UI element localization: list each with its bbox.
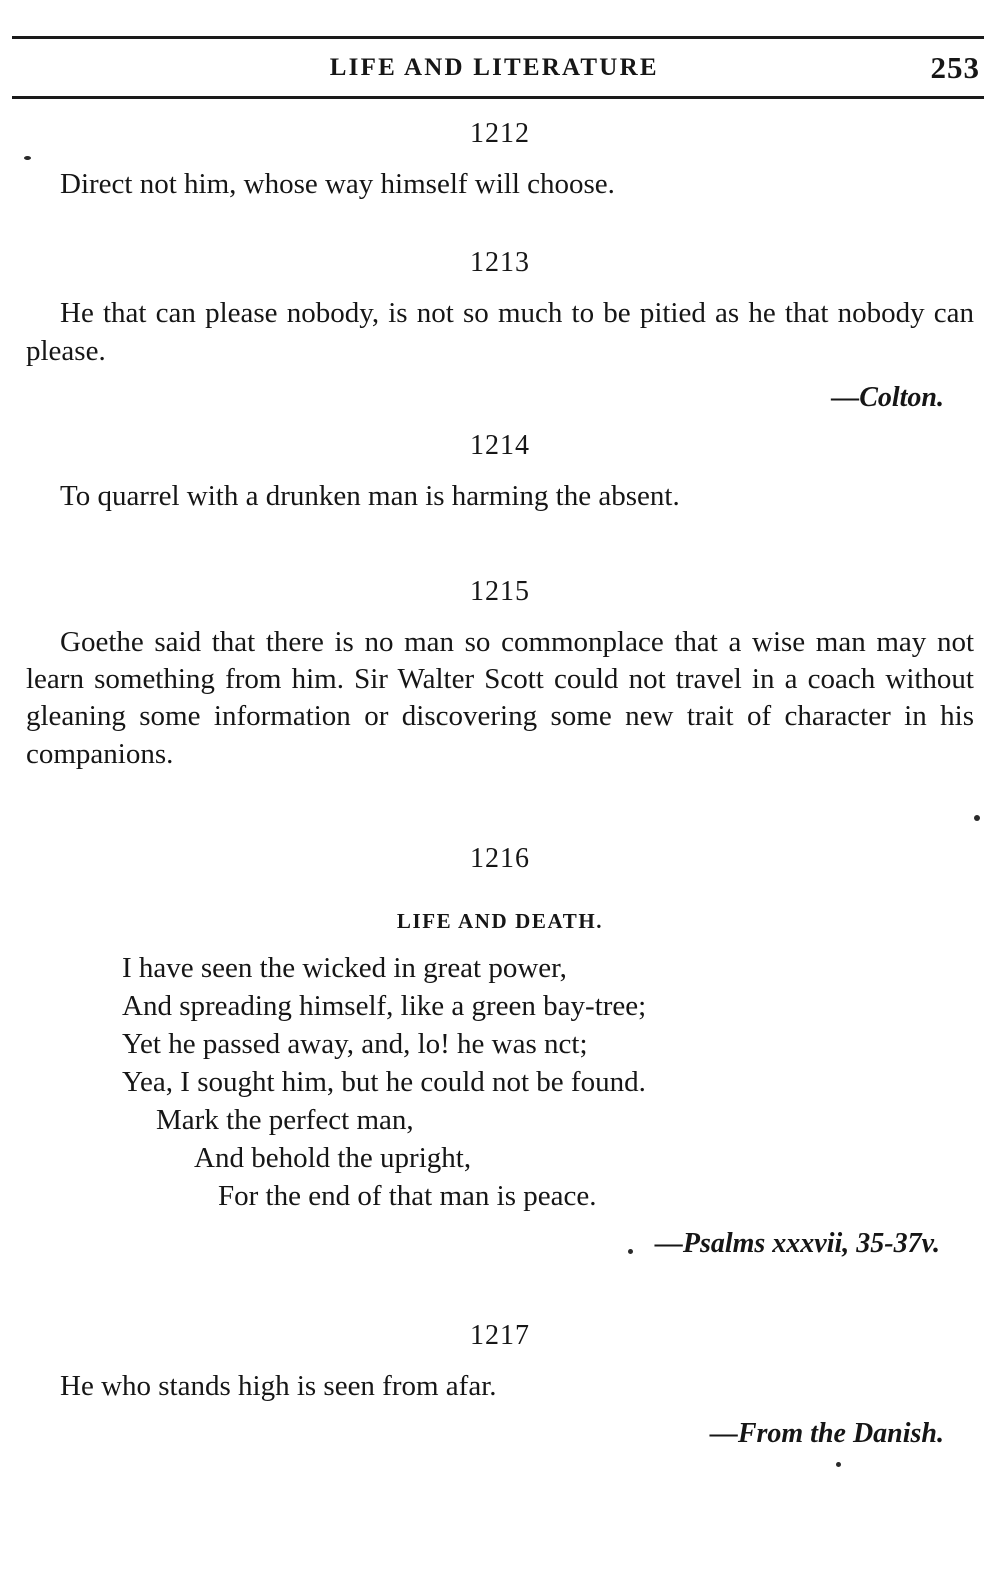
entry-attribution: —Colton. — [831, 382, 944, 414]
entry-text: To quarrel with a drunken man is harming the absent. — [60, 480, 680, 513]
entry-attribution: —Psalms xxxvii, 35-37v. — [654, 1228, 940, 1260]
verse-block — [26, 950, 974, 1216]
entry-number: 1217 — [470, 1320, 530, 1352]
print-speck — [628, 1249, 633, 1254]
entry-1212 — [26, 118, 974, 203]
entry-text: Direct not him, whose way himself will choose. — [60, 168, 615, 200]
entry-1216 — [26, 843, 974, 1260]
running-head — [12, 44, 984, 92]
entry-subhead: LIFE AND DEATH. — [396, 909, 604, 934]
entry-number: 1214 — [470, 430, 530, 462]
print-speck — [974, 815, 980, 821]
entry-1214 — [26, 430, 974, 515]
print-speck — [24, 156, 31, 160]
verse-line: Yet he passed away, and, lo! he was nct; — [122, 1028, 588, 1061]
header-rule-bottom — [12, 96, 984, 99]
page-number: 253 — [930, 50, 980, 85]
print-speck — [836, 1462, 841, 1467]
entry-1215 — [26, 576, 974, 774]
verse-line: I have seen the wicked in great power, — [122, 952, 567, 985]
entry-number: 1212 — [470, 118, 530, 149]
entry-number: 1215 — [470, 575, 530, 607]
entry-text: He who stands high is seen from afar. — [60, 1370, 497, 1403]
entry-1217 — [26, 1320, 974, 1449]
page-title: LIFE AND LITERATURE — [329, 54, 659, 81]
verse-line: And behold the upright, — [194, 1142, 472, 1175]
entry-number: 1213 — [470, 247, 530, 279]
entry-1213 — [26, 247, 974, 414]
entry-text: He that can please nobody, is not so much to be pitied as he that nobody can please. — [26, 297, 974, 367]
verse-line: Yea, I sought him, but he could not be found. — [122, 1066, 646, 1099]
entry-attribution: —From the Danish. — [709, 1417, 944, 1449]
entry-text: Goethe said that there is no man so commonplace that a wise man may not learn something from him. Sir Walter Scott could not travel in a coach without gleaning some information or discovering some new trait of character in his companions. — [26, 625, 974, 770]
page-body — [26, 118, 974, 1450]
verse-line: For the end of that man is peace. — [218, 1180, 597, 1213]
entry-number: 1216 — [470, 843, 530, 875]
verse-line: And spreading himself, like a green bay-tree; — [122, 990, 647, 1023]
header-rule-top — [12, 36, 984, 39]
verse-line: Mark the perfect man, — [156, 1104, 414, 1137]
